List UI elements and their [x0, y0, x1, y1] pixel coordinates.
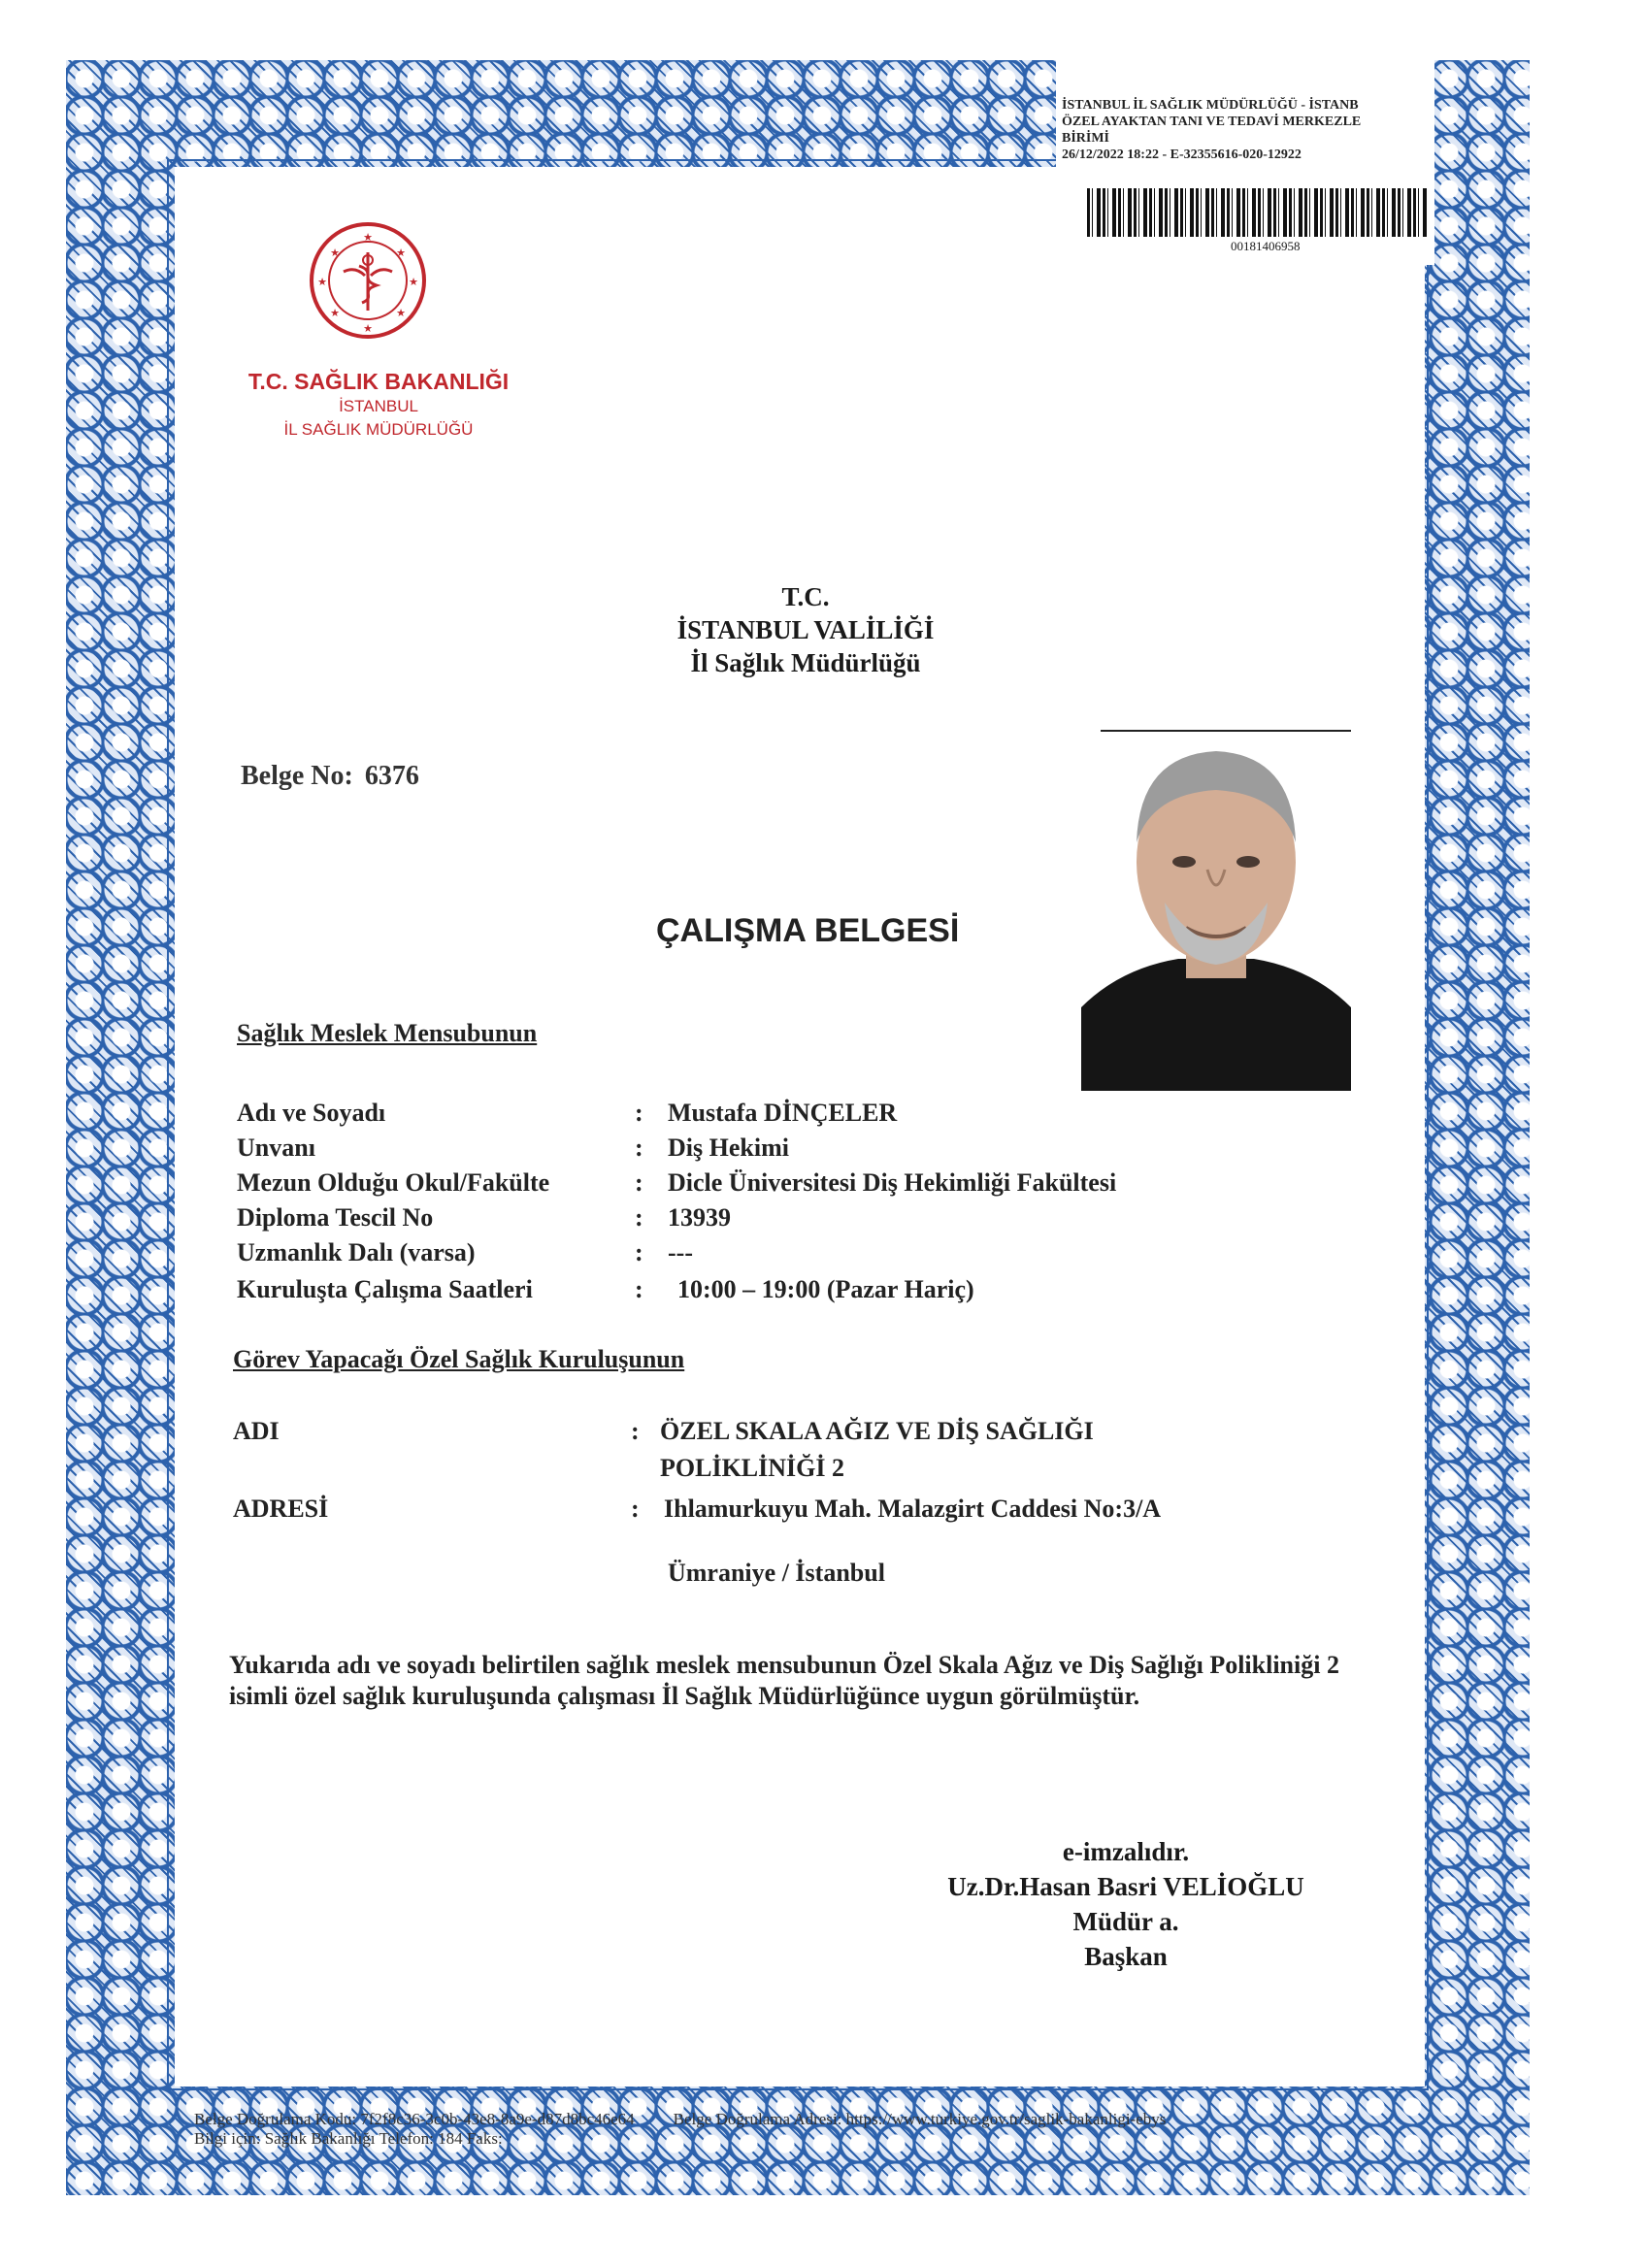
svg-text:★: ★ [363, 232, 373, 244]
ministry-name-block [233, 369, 524, 442]
institution-name-line-1: ÖZEL SKALA AĞIZ VE DİŞ SAĞLIĞI [660, 1417, 1094, 1445]
field-colon: : [635, 1238, 643, 1266]
institution-address-line-2: Ümraniye / İstanbul [668, 1559, 885, 1587]
verification-code: Belge Doğrulama Kodu: 7f2f8c36-3c0b-43e8-8a9e-d87d8bc46e64 [194, 2110, 635, 2128]
svg-text:★: ★ [396, 308, 406, 319]
field-colon: : [635, 1099, 643, 1127]
field-colon: : [635, 1134, 643, 1162]
field-label: Unvanı [237, 1134, 315, 1162]
field-colon: : [635, 1275, 643, 1303]
institution-address-line-1: Ihlamurkuyu Mah. Malazgirt Caddesi No:3/A [664, 1495, 1162, 1523]
field-label: Kuruluşta Çalışma Saatleri [237, 1275, 533, 1303]
header-line-3: İl Sağlık Müdürlüğü [690, 648, 921, 677]
registration-stamp [1056, 56, 1434, 265]
stamp-line-2: ÖZEL AYAKTAN TANI VE TEDAVİ MERKEZLE [1062, 115, 1362, 129]
field-value: 13939 [668, 1203, 731, 1232]
stamp-line-4: 26/12/2022 18:22 - E-32355616-020-12922 [1062, 148, 1302, 162]
stamp-line-1: İSTANBUL İL SAĞLIK MÜDÜRLÜĞÜ - İSTANB [1062, 98, 1359, 113]
signature-role: Başkan [1084, 1942, 1168, 1971]
header-line-1: T.C. [781, 582, 830, 611]
field-value: Dicle Üniversitesi Diş Hekimliği Fakültesi [668, 1168, 1117, 1197]
verification-footer [194, 2110, 1495, 2149]
member-section-title: Sağlık Meslek Mensubunun [237, 1019, 538, 1047]
verification-address: Belge Doğrulama Adresi: https://www.turkiye.gov.tr/saglik-bakanligi-ebys [673, 2110, 1167, 2128]
document-number [241, 761, 419, 792]
photo-top-line [1101, 730, 1351, 732]
signature-title: Müdür a. [1072, 1907, 1179, 1936]
barcode-icon [1087, 188, 1427, 237]
signature-name: Uz.Dr.Hasan Basri VELİOĞLU [947, 1872, 1304, 1901]
signature-line-1: e-imzalıdır. [1062, 1837, 1190, 1866]
svg-text:★: ★ [409, 277, 418, 288]
field-colon: : [635, 1168, 643, 1197]
ministry-directorate: İL SAĞLIK MÜDÜRLÜĞÜ [283, 420, 474, 439]
institution-address-label: ADRESİ [233, 1495, 329, 1523]
stamp-line-3: BİRİMİ [1062, 131, 1110, 146]
ministry-city: İSTANBUL [339, 397, 418, 415]
institution-name-line-2: POLİKLİNİĞİ 2 [660, 1454, 844, 1482]
field-colon: : [635, 1203, 643, 1232]
header-line-2: İSTANBUL VALİLİĞİ [676, 615, 935, 644]
field-label: Adı ve Soyadı [237, 1099, 386, 1127]
svg-text:★: ★ [396, 247, 406, 259]
svg-text:★: ★ [317, 277, 327, 288]
field-value: Mustafa DİNÇELER [668, 1099, 898, 1127]
field-colon: : [631, 1417, 640, 1445]
document-number-value: 6376 [364, 761, 419, 791]
svg-text:★: ★ [330, 308, 340, 319]
approval-paragraph: Yukarıda adı ve soyadı belirtilen sağlık meslek mensubunun Özel Skala Ağız ve Diş Sağlığı Polikliniği 2 isimli özel sağlık kuruluşunda çalışması İl Sağlık Müdürlüğünce uygun görülmüştür. [229, 1651, 1339, 1710]
field-label: Uzmanlık Dalı (varsa) [237, 1238, 476, 1266]
portrait-image [1081, 716, 1351, 1091]
field-label: Mezun Olduğu Okul/Fakülte [237, 1168, 550, 1197]
institution-section-title: Görev Yapacağı Özel Sağlık Kuruluşunun [233, 1345, 685, 1373]
portrait-photo [1081, 716, 1351, 1091]
svg-text:★: ★ [330, 247, 340, 259]
document-header [582, 580, 1029, 679]
field-label: Diploma Tescil No [237, 1203, 434, 1232]
svg-text:★: ★ [363, 323, 373, 335]
field-value: Diş Hekimi [668, 1134, 789, 1162]
ministry-name: T.C. SAĞLIK BAKANLIĞI [247, 369, 510, 394]
barcode-number: 00181406958 [1231, 239, 1301, 253]
ministry-logo-icon [309, 221, 427, 340]
document-title: ÇALIŞMA BELGESİ [656, 912, 960, 949]
field-colon: : [631, 1495, 640, 1523]
signature-block [873, 1834, 1378, 1974]
institution-name-label: ADI [233, 1417, 280, 1445]
field-value: 10:00 – 19:00 (Pazar Hariç) [677, 1275, 974, 1303]
field-value: --- [668, 1238, 693, 1266]
contact-info: Bilgi için: Sağlık Bakanlığı Telefon: 184 Faks: [194, 2129, 503, 2148]
document-number-label: Belge No: [241, 761, 353, 791]
